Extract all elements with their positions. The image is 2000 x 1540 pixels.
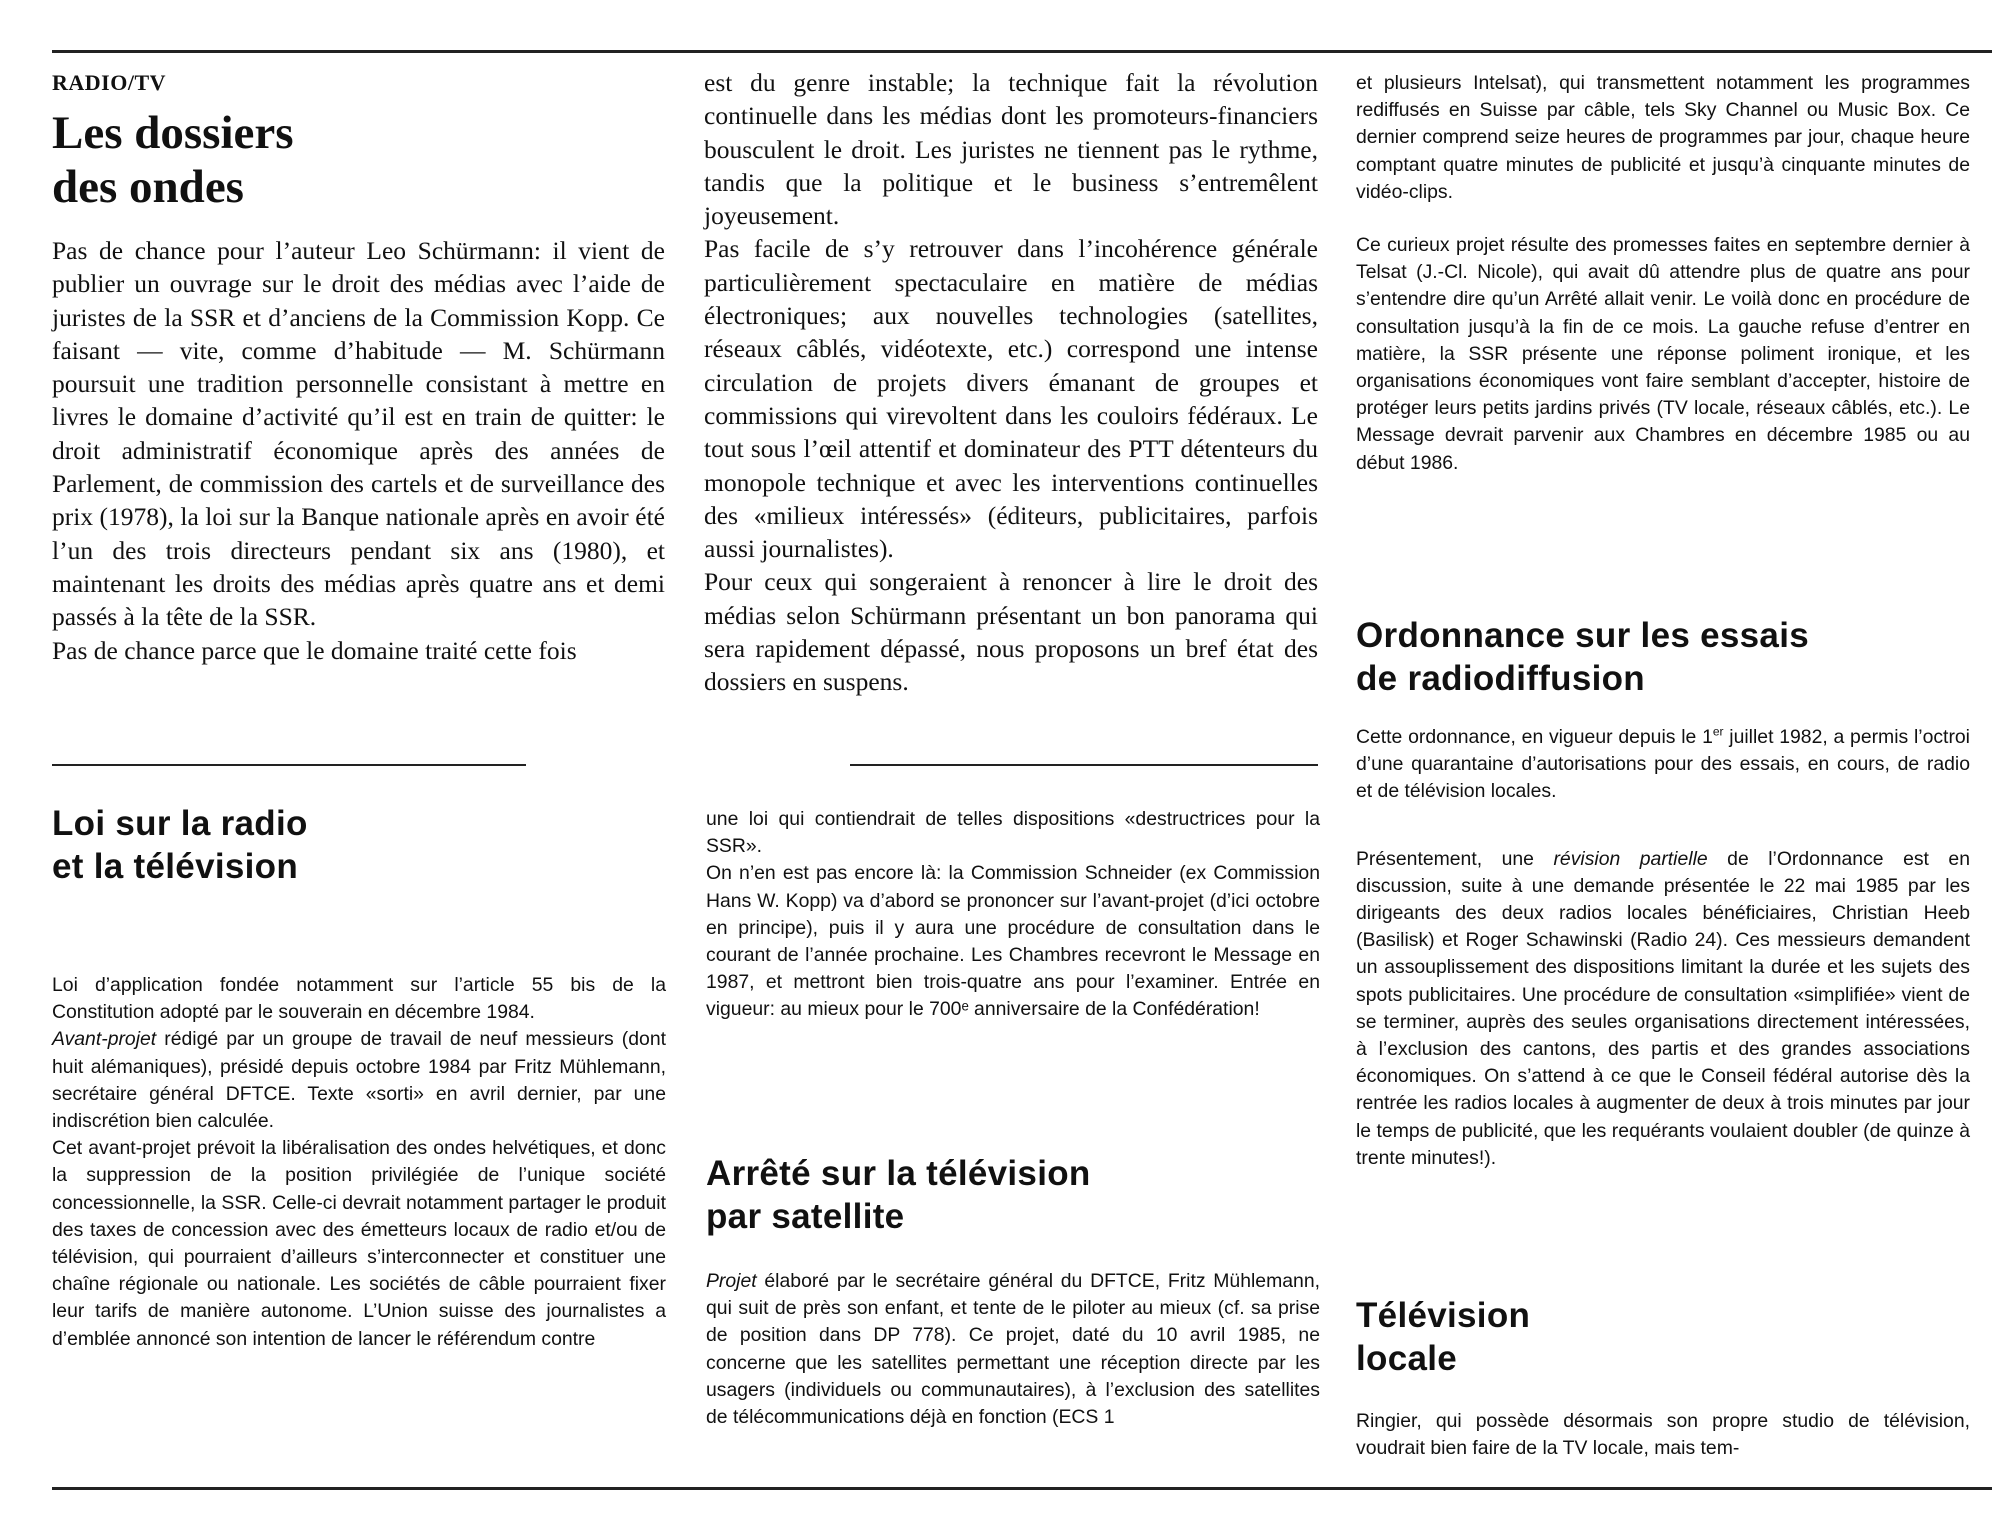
intro-paragraph: Pas facile de s’y retrouver dans l’incohérence générale particulièrement spectaculaire en matière de médias électroniques; aux nouvelles technologies (satellites, réseaux câblés, vidéotexte, etc.) correspond une intense circulation de projets divers émanant de groupes et commissions qui virevoltent dans les couloirs fédéraux. Le tout sous l’œil attentif et dominateur des PTT détenteurs du monopole technique et avec les interventions continuelles des «milieux intéressés» (éditeurs, publicitaires, parfois aussi journalistes).: [704, 234, 1318, 564]
intro-paragraph: Pas de chance pour l’auteur Leo Schürmann: il vient de publier un ouvrage sur le droit des médias avec l’aide de juristes de la SSR et d’anciens de la Commission Kopp. Ce faisant — vite, comme d’habitude — M. Schürmann poursuit une tradition personnelle consistant à mettre en livres le domaine d’activité qu’il est en train de quitter: le droit administratif économique après des années de Parlement, de commission des cartels et de surveillance des prix (1978), la loi sur la Banque nationale après en avoir été l’un des trois directeurs pendant six ans (1980), et maintenant les droits des médias après quatre ans et demi passés à la tête de la SSR.: [52, 236, 665, 632]
section-heading: Loi sur la radio et la télévision: [52, 804, 308, 886]
section-divider-middle: [850, 764, 1318, 766]
section-heading: Ordonnance sur les essais de radiodiffusion: [1356, 616, 1809, 698]
body-paragraph: Avant-projet rédigé par un groupe de travail de neuf messieurs (dont huit alémaniques), présidé depuis octobre 1984 par Fritz Mühlemann, secrétaire général DFTCE. Texte «sorti» en avril dernier, par une indiscrétion bien calculée.: [52, 1028, 666, 1133]
intro-column-1: [52, 234, 665, 667]
section-loi-continuation: [706, 806, 1320, 1024]
rubric-label: RADIO/TV: [52, 70, 167, 95]
intro-paragraph: est du genre instable; la technique fait la révolution continuelle dans les médias dont les promoteurs-financiers bousculent le droit. Les juristes ne tiennent pas le rythme, tandis que la politique et le business s’entremêlent joyeusement.: [704, 68, 1318, 231]
section-divider-left: [52, 764, 526, 766]
section-heading: Télévision locale: [1356, 1296, 1531, 1378]
intro-paragraph: Pas de chance parce que le domaine traité cette fois: [52, 635, 577, 665]
top-rule: [52, 50, 1992, 53]
title-line-2: des ondes: [52, 161, 244, 213]
body-paragraph: Présentement, une révision partielle de l’Ordonnance est en discussion, suite à une demande présentée le 22 mai 1985 par les dirigeants des deux radios locales bénéficiaires, Christian Heeb (Basilisk) et Roger Schawinski (Radio 24). Ces messieurs demandent un assouplissement des dispositions limitant la durée et les sujets des spots publicitaires. Une procédure de consultation «simplifiée» vient de se terminer, auprès des seules organisations directement intéressées, à l’exclusion des cantons, des partis et des grandes associations économiques. On s’attend à ce que le Conseil fédéral autorise dès la rentrée les radios locales à augmenter de deux à trois minutes par jour le temps de publicité, que les requérants voulaient doubler (de quinze à trente minutes!).: [1356, 847, 1970, 1169]
section-loi-body: [52, 972, 666, 1353]
body-paragraph: On n’en est pas encore là: la Commission Schneider (ex Commission Hans W. Kopp) va d’abord se prononcer sur l’avant-projet (d’ici octobre en principe), puis il y aura une procédure de consultation dans le courant de l’année prochaine. Les Chambres recevront le Message en 1987, et mettront bien trois-quatre ans pour l’examiner. Entrée en vigueur: au mieux pour le 700ᵉ anniversaire de la Confédération!: [706, 862, 1320, 1021]
section-arrete-satellite: [706, 1152, 1320, 1238]
section-tv-locale: [1356, 1294, 1970, 1380]
section-loi-radio-tv: [52, 802, 666, 888]
body-paragraph: Ringier, qui possède désormais son propre studio de télévision, voudrait bien faire de la TV locale, mais tem-: [1356, 1410, 1970, 1460]
body-paragraph: Cette ordonnance, en vigueur depuis le 1er juillet 1982, a permis l’octroi d’une quarantaine d’autorisations pour des essais, en cours, de radio et de télévision locales.: [1356, 724, 1970, 803]
body-paragraph: Projet élaboré par le secrétaire général du DFTCE, Fritz Mühlemann, qui suit de près son enfant, et tente de le piloter au mieux (cf. sa prise de position dans DP 778). Ce projet, daté du 10 avril 1985, ne concerne que les satellites permettant une réception directe par les usagers (individuels ou communautaires), à l’exclusion des satellites de télécommunications déjà en fonction (ECS 1: [706, 1270, 1320, 1429]
section-heading: Arrêté sur la télévision par satellite: [706, 1154, 1091, 1236]
title-line-1: Les dossiers: [52, 107, 294, 159]
body-paragraph: Cet avant-projet prévoit la libéralisation des ondes helvétiques, et donc la suppression de la position privilégiée de l’unique société concessionnelle, la SSR. Celle-ci devrait notamment partager le produit des taxes de concession avec des émetteurs locaux de radio et/ou de télévision, qui pourraient d’ailleurs s’interconnecter et constituer une chaîne régionale ou nationale. Les sociétés de câble pourraient fixer leur tarifs de manière autonome. L’Union suisse des journalistes a d’emblée annoncé son intention de lancer le référendum contre: [52, 1137, 666, 1350]
section-ordonnance-body: [1356, 724, 1970, 1172]
bottom-rule: [52, 1487, 1992, 1490]
body-paragraph: une loi qui contiendrait de telles dispositions «destructrices pour la SSR».: [706, 808, 1320, 858]
page-title: [52, 106, 294, 214]
section-arrete-body: [706, 1268, 1320, 1431]
intro-column-2: [704, 66, 1318, 699]
body-paragraph: Loi d’application fondée notamment sur l’article 55 bis de la Constitution adopté par le souverain en décembre 1984.: [52, 974, 666, 1024]
section-tv-locale-body: [1356, 1408, 1970, 1462]
satellite-continuation: [1356, 70, 1970, 477]
section-ordonnance: [1356, 614, 1970, 700]
intro-paragraph: Pour ceux qui songeraient à renoncer à lire le droit des médias selon Schürmann présentant un bon panorama qui sera rapidement dépassé, nous proposons un bref état des dossiers en suspens.: [704, 567, 1318, 697]
body-paragraph: Ce curieux projet résulte des promesses faites en septembre dernier à Telsat (J.-Cl. Nicole), qui avait dû attendre plus de quatre ans pour s’entendre dire qu’un Arrêté allait venir. Le voilà donc en procédure de consultation jusqu’à la fin de ce mois. La gauche refuse d’entrer en matière, la SSR présente une réponse poliment ironique, et les organisations économiques vont faire semblant d’accepter, histoire de protéger leurs petits jardins privés (TV locale, réseaux câblés, etc.). Le Message devrait parvenir aux Chambres en décembre 1985 ou au début 1986.: [1356, 234, 1970, 474]
body-paragraph: et plusieurs Intelsat), qui transmettent notamment les programmes rediffusés en Suisse par câble, tels Sky Channel ou Music Box. Ce dernier comprend seize heures de programmes par jour, chaque heure comptant quatre minutes de publicité et jusqu’à cinquante minutes de vidéo-clips.: [1356, 72, 1970, 203]
